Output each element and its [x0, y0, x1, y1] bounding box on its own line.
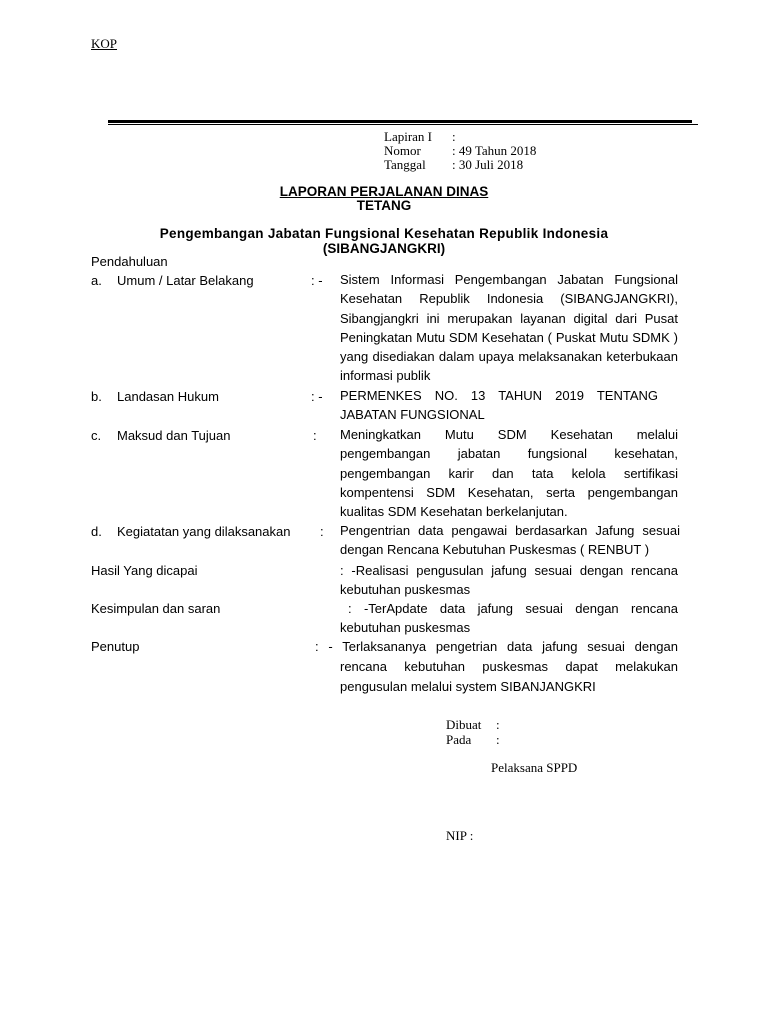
item-text: Pengentrian data pengawai berdasarkan Jafung sesuai dengan Rencana Kebutuhan Puskesmas ( RENBUT )	[340, 523, 680, 558]
nomor-label: Nomor	[384, 143, 421, 158]
item-text: Sistem Informasi Pengembangan Jabatan Fungsional Kesehatan Republik Indonesia (SIBANGJANGKRI), Sibangjangkri ini merupakan layanan digital dari Pusat Peningkatan Mutu SDM Kesehatan ( Puskat Mutu SDMK ) yang disediakan dalam upaya melaksanakan keterbukaan informasi publik	[340, 272, 678, 384]
item-separator: :	[313, 428, 317, 443]
pada-value: :	[496, 732, 500, 747]
penutup-text-cont: rencana kebutuhan puskesmas dapat melakukan	[340, 659, 678, 674]
penutup-text-cont: pengusulan melalui system SIBANJANGKRI	[340, 679, 596, 694]
item-letter: b.	[91, 389, 102, 404]
pelaksana-label: Pelaksana SPPD	[491, 760, 578, 775]
item-letter: a.	[91, 273, 102, 288]
item-separator: : -	[311, 273, 323, 288]
penutup-label: Penutup	[91, 639, 140, 654]
item-separator: : -	[311, 389, 323, 404]
hasil-label: Hasil Yang dicapai	[91, 563, 198, 578]
document-subtitle: Pengembangan Jabatan Fungsional Kesehatan Republik Indonesia	[159, 226, 609, 241]
tanggal-label: Tanggal	[384, 157, 426, 172]
header-divider	[108, 120, 692, 123]
dibuat-value: :	[496, 717, 500, 732]
lampiran-value: :	[452, 129, 456, 144]
kesimpulan-text-cont: kebutuhan puskesmas	[340, 620, 471, 635]
item-label: Landasan Hukum	[117, 389, 219, 404]
item-text: PERMENKES NO. 13 TAHUN 2019 TENTANG JABATAN FUNGSIONAL	[340, 388, 658, 423]
pada-label: Pada	[446, 732, 472, 747]
item-label: Umum / Latar Belakang	[117, 273, 254, 288]
lampiran-label: Lapiran I	[384, 129, 433, 144]
document-subtitle-acronym: (SIBANGJANGKRI)	[322, 241, 446, 256]
document-title: LAPORAN PERJALANAN DINAS	[279, 184, 489, 199]
document-title-tetang: TETANG	[356, 198, 412, 213]
item-label: Kegiatatan yang dilaksanakan	[117, 524, 291, 539]
nip-label: NIP :	[446, 828, 474, 843]
penutup-text: : - Terlaksananya pengetrian data jafung sesuai dengan	[315, 639, 678, 654]
section-heading-pendahuluan: Pendahuluan	[91, 254, 168, 269]
kesimpulan-label: Kesimpulan dan saran	[91, 601, 221, 616]
tanggal-value: : 30 Juli 2018	[452, 157, 524, 172]
header-divider-thin	[108, 124, 698, 125]
hasil-text-cont: kebutuhan puskesmas	[340, 582, 471, 597]
item-label: Maksud dan Tujuan	[117, 428, 231, 443]
item-text: Meningkatkan Mutu SDM Kesehatan melalui pengembangan jabatan fungsional kesehatan, pengembangan karir dan tata kelola sertifikasi kompentensi SDM Kesehatan, serta pengembangan kualitas SDM Kesehatan berkelanjutan.	[340, 427, 678, 520]
kop-placeholder: KOP	[91, 36, 118, 51]
item-letter: c.	[91, 428, 102, 443]
item-letter: d.	[91, 524, 102, 539]
dibuat-label: Dibuat	[446, 717, 482, 732]
hasil-text: : -Realisasi pengusulan jafung sesuai dengan rencana	[340, 563, 678, 578]
nomor-value: : 49 Tahun 2018	[452, 143, 537, 158]
item-separator: :	[320, 524, 324, 539]
kesimpulan-text: : -TerApdate data jafung sesuai dengan rencana	[348, 601, 678, 616]
